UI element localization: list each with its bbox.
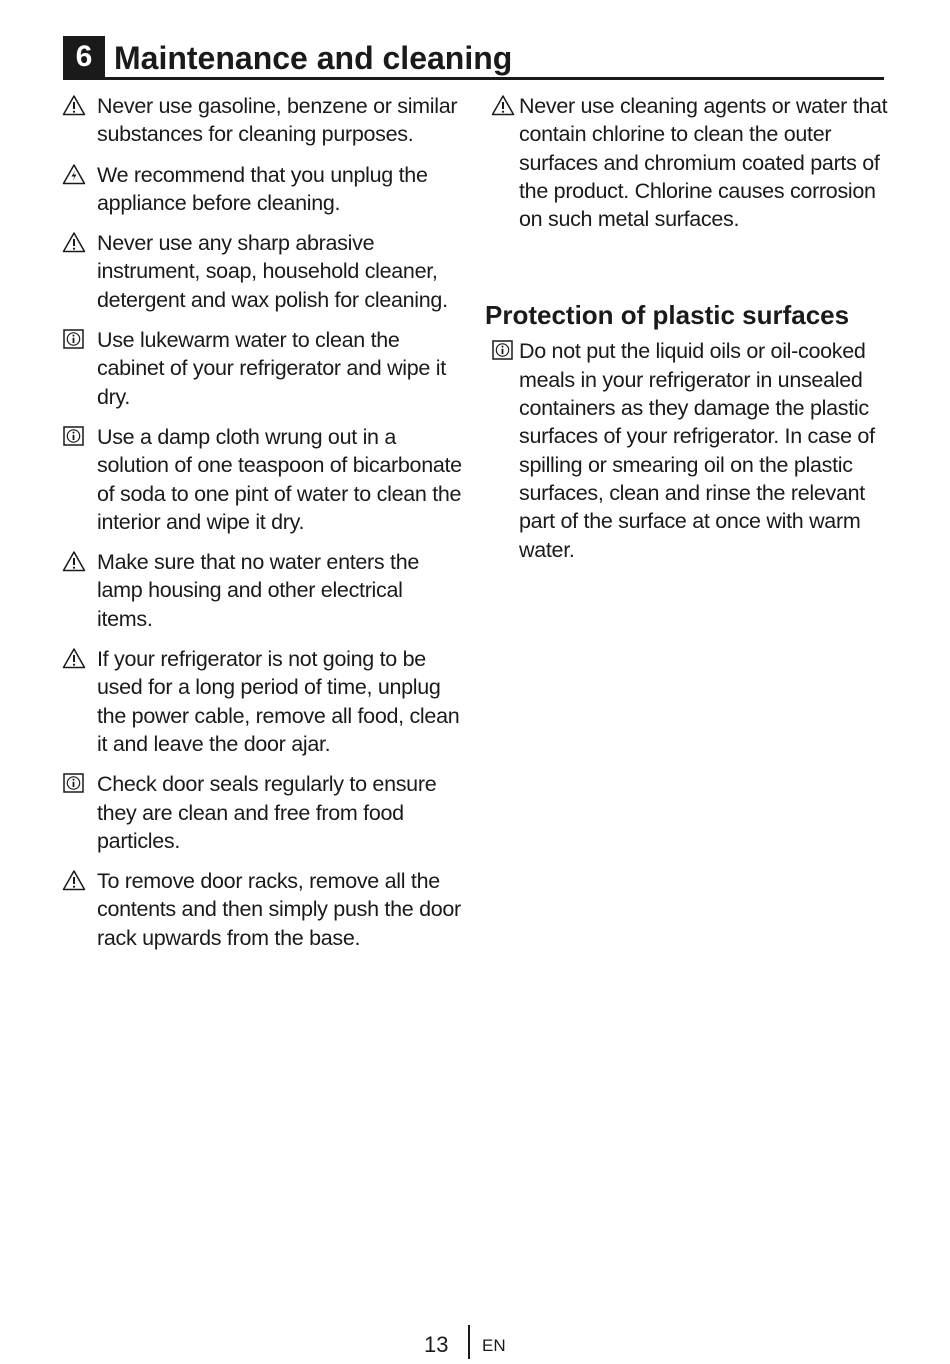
language-code: EN: [482, 1336, 506, 1355]
warning-icon: [62, 869, 86, 891]
list-item: [490, 92, 890, 233]
subsection-heading: Protection of plastic surfaces: [485, 300, 850, 331]
list-item: [62, 867, 462, 952]
right-column: [485, 92, 890, 576]
section-header: [63, 36, 884, 80]
info-icon: [62, 772, 86, 794]
page-number: 13: [424, 1332, 449, 1357]
list-item: [62, 326, 462, 411]
section-number: 6: [63, 36, 105, 77]
list-item: [62, 770, 462, 855]
item-text: Never use cleaning agents or water that contain chlorine to clean the outer surfaces and chromium coated parts of the product. Chlorine causes corrosion on such metal surfaces.: [519, 94, 888, 232]
list-item: [62, 229, 462, 314]
item-text: Check door seals regularly to ensure they are clean and free from food particles.: [97, 772, 437, 853]
list-item: [490, 337, 890, 563]
list-item: [62, 161, 462, 218]
warning-icon: [62, 647, 86, 669]
info-icon: [62, 328, 86, 350]
item-text: Never use any sharp abrasive instrument, soap, household cleaner, detergent and wax polish for cleaning.: [97, 231, 448, 312]
item-text: To remove door racks, remove all the contents and then simply push the door rack upwards from the base.: [97, 869, 461, 950]
list-item: [62, 423, 462, 536]
list-item: [62, 92, 462, 149]
info-icon: [491, 339, 515, 361]
warning-icon: [62, 94, 86, 116]
footer-divider: [468, 1325, 470, 1359]
warning-icon: [491, 94, 515, 116]
info-icon: [62, 425, 86, 447]
item-text: Make sure that no water enters the lamp housing and other electrical items.: [97, 550, 420, 631]
item-text: Never use gasoline, benzene or similar substances for cleaning purposes.: [97, 94, 458, 147]
list-item: [62, 548, 462, 633]
page-title: Maintenance and cleaning: [114, 40, 513, 76]
item-text: Use lukewarm water to clean the cabinet of your refrigerator and wipe it dry.: [97, 328, 446, 409]
warning-icon: [62, 163, 86, 185]
warning-icon: [62, 231, 86, 253]
warning-icon: [62, 550, 86, 572]
list-item: [62, 645, 462, 758]
item-text: Use a damp cloth wrung out in a solution of one teaspoon of bicarbonate of soda to one pint of water to clean the interior and wipe it dry.: [97, 424, 462, 534]
left-column: [62, 92, 462, 964]
item-text: If your refrigerator is not going to be used for a long period of time, unplug the power cable, remove all food, clean it and leave the door ajar.: [97, 647, 460, 756]
item-text: We recommend that you unplug the appliance before cleaning.: [97, 162, 428, 215]
item-text: Do not put the liquid oils or oil-cooked meals in your refrigerator in unsealed containers as they damage the plastic surfaces of your refrigerator. In case of spilling or smearing oil on the plastic surfaces, clean and rinse the relevant part of the surface at once with warm water.: [519, 339, 875, 562]
